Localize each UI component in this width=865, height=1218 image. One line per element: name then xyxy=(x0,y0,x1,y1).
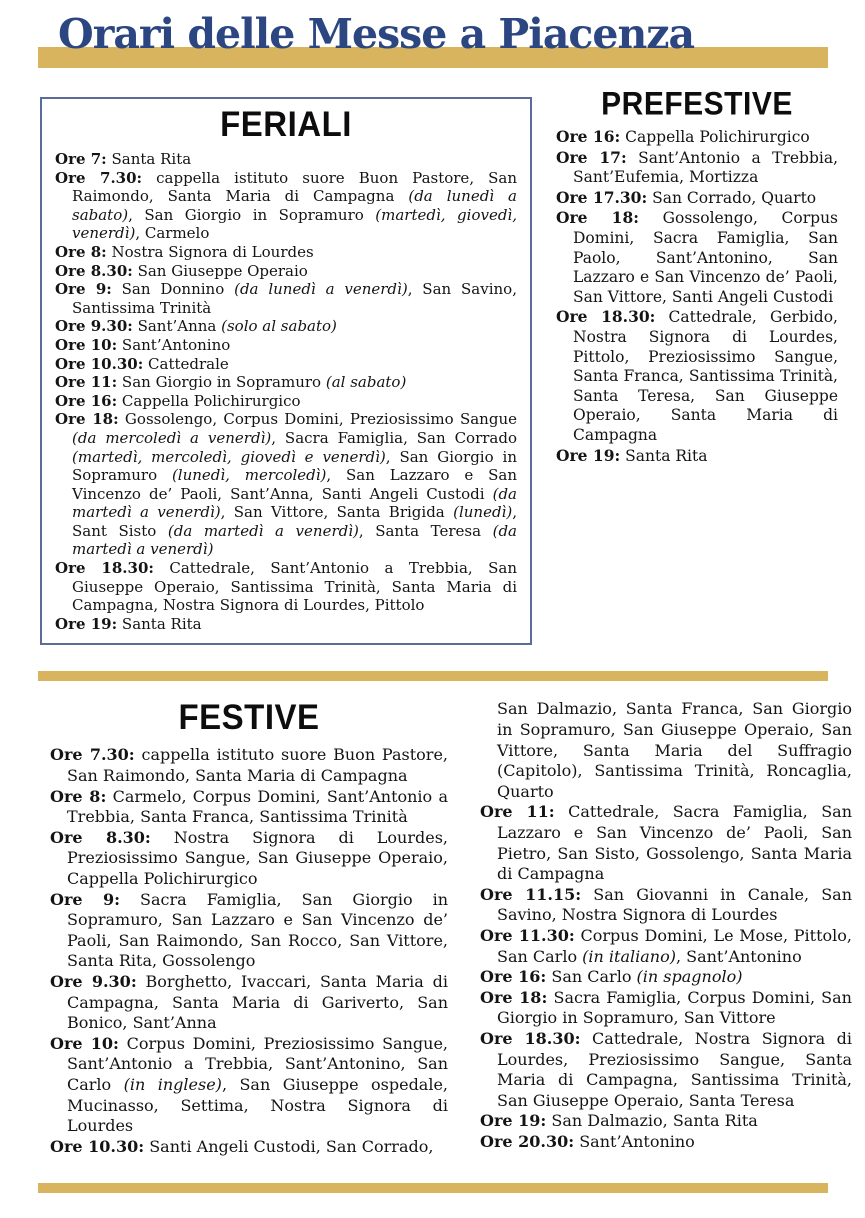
weekday-note: (da lunedì a sabato) xyxy=(72,187,517,224)
mass-time-entry: Ore 9.30: Borghetto, Ivaccari, Santa Maria di Campagna, Santa Maria di Gariverto, San Bonico, Sant’Anna xyxy=(50,971,448,1033)
mass-time-entry: Ore 17: Sant’Antonio a Trebbia, Sant’Eufemia, Mortizza xyxy=(556,147,839,187)
weekday-note: (da martedì a venerdì) xyxy=(72,484,517,522)
weekday-note: (da martedì a venerdì) xyxy=(167,521,359,540)
mass-time-label: Ore 9: xyxy=(55,280,112,299)
mass-time-label: Ore 20.30: xyxy=(480,1131,575,1151)
mass-time-label: Ore 11: xyxy=(480,802,555,822)
mass-time-label: Ore 7.30: xyxy=(55,168,143,187)
feriali-entries xyxy=(55,150,517,633)
mass-time-entry: Ore 18: Sacra Famiglia, Corpus Domini, San Giorgio in Sopramuro, San Vittore xyxy=(480,987,852,1028)
mass-time-label: Ore 17: xyxy=(556,147,627,167)
festive-entries-right xyxy=(480,699,852,1152)
mass-time-entry: Ore 7: Santa Rita xyxy=(55,150,192,168)
top-section xyxy=(0,86,865,645)
mass-time-entry: Ore 7.30: cappella istituto suore Buon Pastore, San Raimondo, Santa Maria di Campagna xyxy=(50,745,448,786)
mass-time-label: Ore 9.30: xyxy=(55,317,133,336)
mass-time-label: Ore 11.15: xyxy=(480,884,582,904)
mass-time-label: Ore 7.30: xyxy=(50,745,135,765)
mass-time-entry: Ore 8.30: San Giuseppe Operaio xyxy=(55,261,308,280)
weekday-note: (martedì, giovedì, venerdì) xyxy=(72,205,517,243)
mass-time-entry: Ore 11.30: Corpus Domini, Le Mose, Pittolo, San Carlo (in italiano), Sant’Antonino xyxy=(480,925,852,966)
feriali-section xyxy=(40,97,532,645)
mass-time-entry: Ore 10: Sant’Antonino xyxy=(55,335,231,354)
bottom-gold-bar xyxy=(38,1183,828,1193)
feriali-heading: FERIALI xyxy=(220,103,352,144)
mass-time-entry: Ore 9: San Donnino (da lunedì a venerdì), San Savino, Santissima Trinità xyxy=(55,280,517,317)
mass-time-entry: Ore 8.30: Nostra Signora di Lourdes, Preziosissimo Sangue, San Giuseppe Operaio, Cappella Polichirurgico xyxy=(50,827,448,888)
mass-time-label: Ore 16: xyxy=(480,967,547,987)
mass-time-label: Ore 8.30: xyxy=(55,261,133,280)
prefestive-section xyxy=(556,86,838,466)
prefestive-heading: PREFESTIVE xyxy=(601,86,793,123)
mass-time-entry: Ore 8: Nostra Signora di Lourdes xyxy=(55,242,314,261)
weekday-note: (lunedì, mercoledì) xyxy=(171,466,327,485)
mass-time-entry: Ore 19: Santa Rita xyxy=(55,614,202,633)
mass-time-entry: Ore 19: Santa Rita xyxy=(556,445,708,465)
mass-time-entry: Ore 16: San Carlo (in spagnolo) xyxy=(480,967,743,987)
festive-right-column xyxy=(480,696,852,1152)
mass-time-entry: Ore 18.30: Cattedrale, Gerbido, Nostra Signora di Lourdes, Pittolo, Preziosissimo Sangue, Santa Franca, Santissima Trinità, Santa Teresa, San Giuseppe Operaio, Santa Maria di Campagna xyxy=(556,307,838,444)
weekday-note: (martedì, mercoledì, giovedì e venerdì) xyxy=(72,447,386,466)
mass-time-entry: Ore 17.30: San Corrado, Quarto xyxy=(556,187,817,207)
mass-time-label: Ore 10: xyxy=(50,1033,119,1053)
mass-time-label: Ore 18.30: xyxy=(556,307,656,327)
festive-section xyxy=(0,696,865,1157)
prefestive-entries xyxy=(556,127,838,466)
page-title: Orari delle Messe a Piacenza xyxy=(58,10,695,58)
mass-time-entry: Ore 10.30: Santi Angeli Custodi, San Corrado, xyxy=(50,1136,434,1156)
mass-time-label: Ore 10.30: xyxy=(50,1136,145,1156)
weekday-note: (solo al sabato) xyxy=(221,317,337,336)
mass-time-label: Ore 18.30: xyxy=(480,1028,581,1048)
mass-time-label: Ore 9: xyxy=(50,889,121,909)
mass-time-entry: Ore 18.30: Cattedrale, Nostra Signora di Lourdes, Preziosissimo Sangue, Santa Maria di Campagna, Santissima Trinità, San Giuseppe Operaio, Santa Teresa xyxy=(480,1028,853,1110)
mass-time-label: Ore 7: xyxy=(55,150,107,168)
mass-time-label: Ore 11: xyxy=(55,373,118,392)
mass-time-entry: Ore 9.30: Sant’Anna (solo al sabato) xyxy=(55,317,337,336)
mass-time-entry: Ore 20.30: Sant’Antonino xyxy=(480,1131,695,1151)
mass-time-entry: Ore 11: San Giorgio in Sopramuro (al sabato) xyxy=(55,373,407,392)
mass-time-entry: Ore 7.30: cappella istituto suore Buon Pastore, San Raimondo, Santa Maria di Campagna (da lunedì a sabato), San Giorgio in Sopramuro (martedì, giovedì, venerdì), Carmelo xyxy=(55,168,518,243)
mass-time-entry: Ore 19: San Dalmazio, Santa Rita xyxy=(480,1111,758,1131)
weekday-note: (da mercoledì a venerdì) xyxy=(72,428,272,447)
mass-time-entry: San Dalmazio, Santa Franca, San Giorgio in Sopramuro, San Giuseppe Operaio, San Vittore, Santa Maria del Suffragio (Capitolo), Santissima Trinità, Roncaglia, Quarto xyxy=(497,699,852,801)
mass-time-label: Ore 10.30: xyxy=(55,354,144,373)
mass-time-label: Ore 10: xyxy=(55,335,118,354)
weekday-note: (in italiano) xyxy=(582,946,676,966)
mass-time-label: Ore 16: xyxy=(556,127,621,146)
mass-time-entry: Ore 16: Cappella Polichirurgico xyxy=(556,127,810,146)
mass-time-entry: Ore 18: Gossolengo, Corpus Domini, Preziosissimo Sangue (da mercoledì a venerdì), Sacra Famiglia, San Corrado (martedì, mercoledì, giovedì e venerdì), San Giorgio in Sopramuro (lunedì, mercoledì), San Lazzaro e San Vincenzo de’ Paoli, Sant’Anna, Santi Angeli Custodi (da martedì a venerdì), San Vittore, Santa Brigida (lunedì), Sant Sisto (da martedì a venerdì), Santa Teresa (da martedì a venerdì) xyxy=(55,410,517,559)
page-content xyxy=(0,86,865,1157)
weekday-note: (in inglese) xyxy=(123,1074,222,1094)
mass-time-entry: Ore 16: Cappella Polichirurgico xyxy=(55,391,301,410)
mass-time-entry: Ore 8: Carmelo, Corpus Domini, Sant’Antonio a Trebbia, Santa Franca, Santissima Trinità xyxy=(50,786,448,827)
mass-time-entry: Ore 11.15: San Giovanni in Canale, San Savino, Nostra Signora di Lourdes xyxy=(480,884,852,925)
weekday-note: (da martedì a venerdì) xyxy=(72,521,517,559)
gold-divider xyxy=(38,671,828,681)
weekday-note: (lunedì) xyxy=(453,503,513,522)
mass-time-entry: Ore 10: Corpus Domini, Preziosissimo Sangue, Sant’Antonio a Trebbia, Sant’Antonino, San Carlo (in inglese), San Giuseppe ospedale, Mucinasso, Settima, Nostra Signora di Lourdes xyxy=(50,1033,449,1136)
weekday-note: (in spagnolo) xyxy=(636,967,743,987)
mass-time-entry: Ore 18.30: Cattedrale, Sant’Antonio a Trebbia, San Giuseppe Operaio, Santissima Trinità, Santa Maria di Campagna, Nostra Signora di Lourdes, Pittolo xyxy=(55,559,518,615)
mass-time-label: Ore 18: xyxy=(55,410,119,429)
weekday-note: (al sabato) xyxy=(325,373,407,392)
mass-time-entry: Ore 18: Gossolengo, Corpus Domini, Sacra Famiglia, San Paolo, Sant’Antonino, San Lazzaro e San Vincenzo de’ Paoli, San Vittore, Santi Angeli Custodi xyxy=(556,208,839,306)
mass-time-entry: Ore 9: Sacra Famiglia, San Giorgio in Sopramuro, San Lazzaro e San Vincenzo de’ Paoli, San Raimondo, San Rocco, San Vittore, Santa Rita, Gossolengo xyxy=(50,889,449,971)
mass-time-label: Ore 18.30: xyxy=(55,559,154,578)
mass-time-label: Ore 8: xyxy=(50,786,107,806)
festive-heading: FESTIVE xyxy=(178,696,320,737)
mass-time-label: Ore 18: xyxy=(480,987,548,1007)
mass-time-label: Ore 8: xyxy=(55,242,107,261)
mass-time-label: Ore 17.30: xyxy=(556,187,648,207)
festive-entries-left xyxy=(50,745,448,1157)
mass-time-label: Ore 19: xyxy=(55,614,118,633)
mass-time-label: Ore 19: xyxy=(480,1111,547,1131)
mass-time-label: Ore 11.30: xyxy=(480,925,575,945)
mass-time-entry: Ore 10.30: Cattedrale xyxy=(55,354,229,373)
festive-left-column xyxy=(50,696,448,1157)
mass-time-label: Ore 18: xyxy=(556,208,639,228)
mass-time-label: Ore 16: xyxy=(55,391,118,410)
mass-time-entry: Ore 11: Cattedrale, Sacra Famiglia, San Lazzaro e San Vincenzo de’ Paoli, San Pietro, San Sisto, Gossolengo, Santa Maria di Campagna xyxy=(480,802,852,884)
mass-time-label: Ore 8.30: xyxy=(50,827,151,847)
mass-time-label: Ore 19: xyxy=(556,445,621,465)
mass-time-label: Ore 9.30: xyxy=(50,971,137,991)
weekday-note: (da lunedì a venerdì) xyxy=(234,280,408,299)
